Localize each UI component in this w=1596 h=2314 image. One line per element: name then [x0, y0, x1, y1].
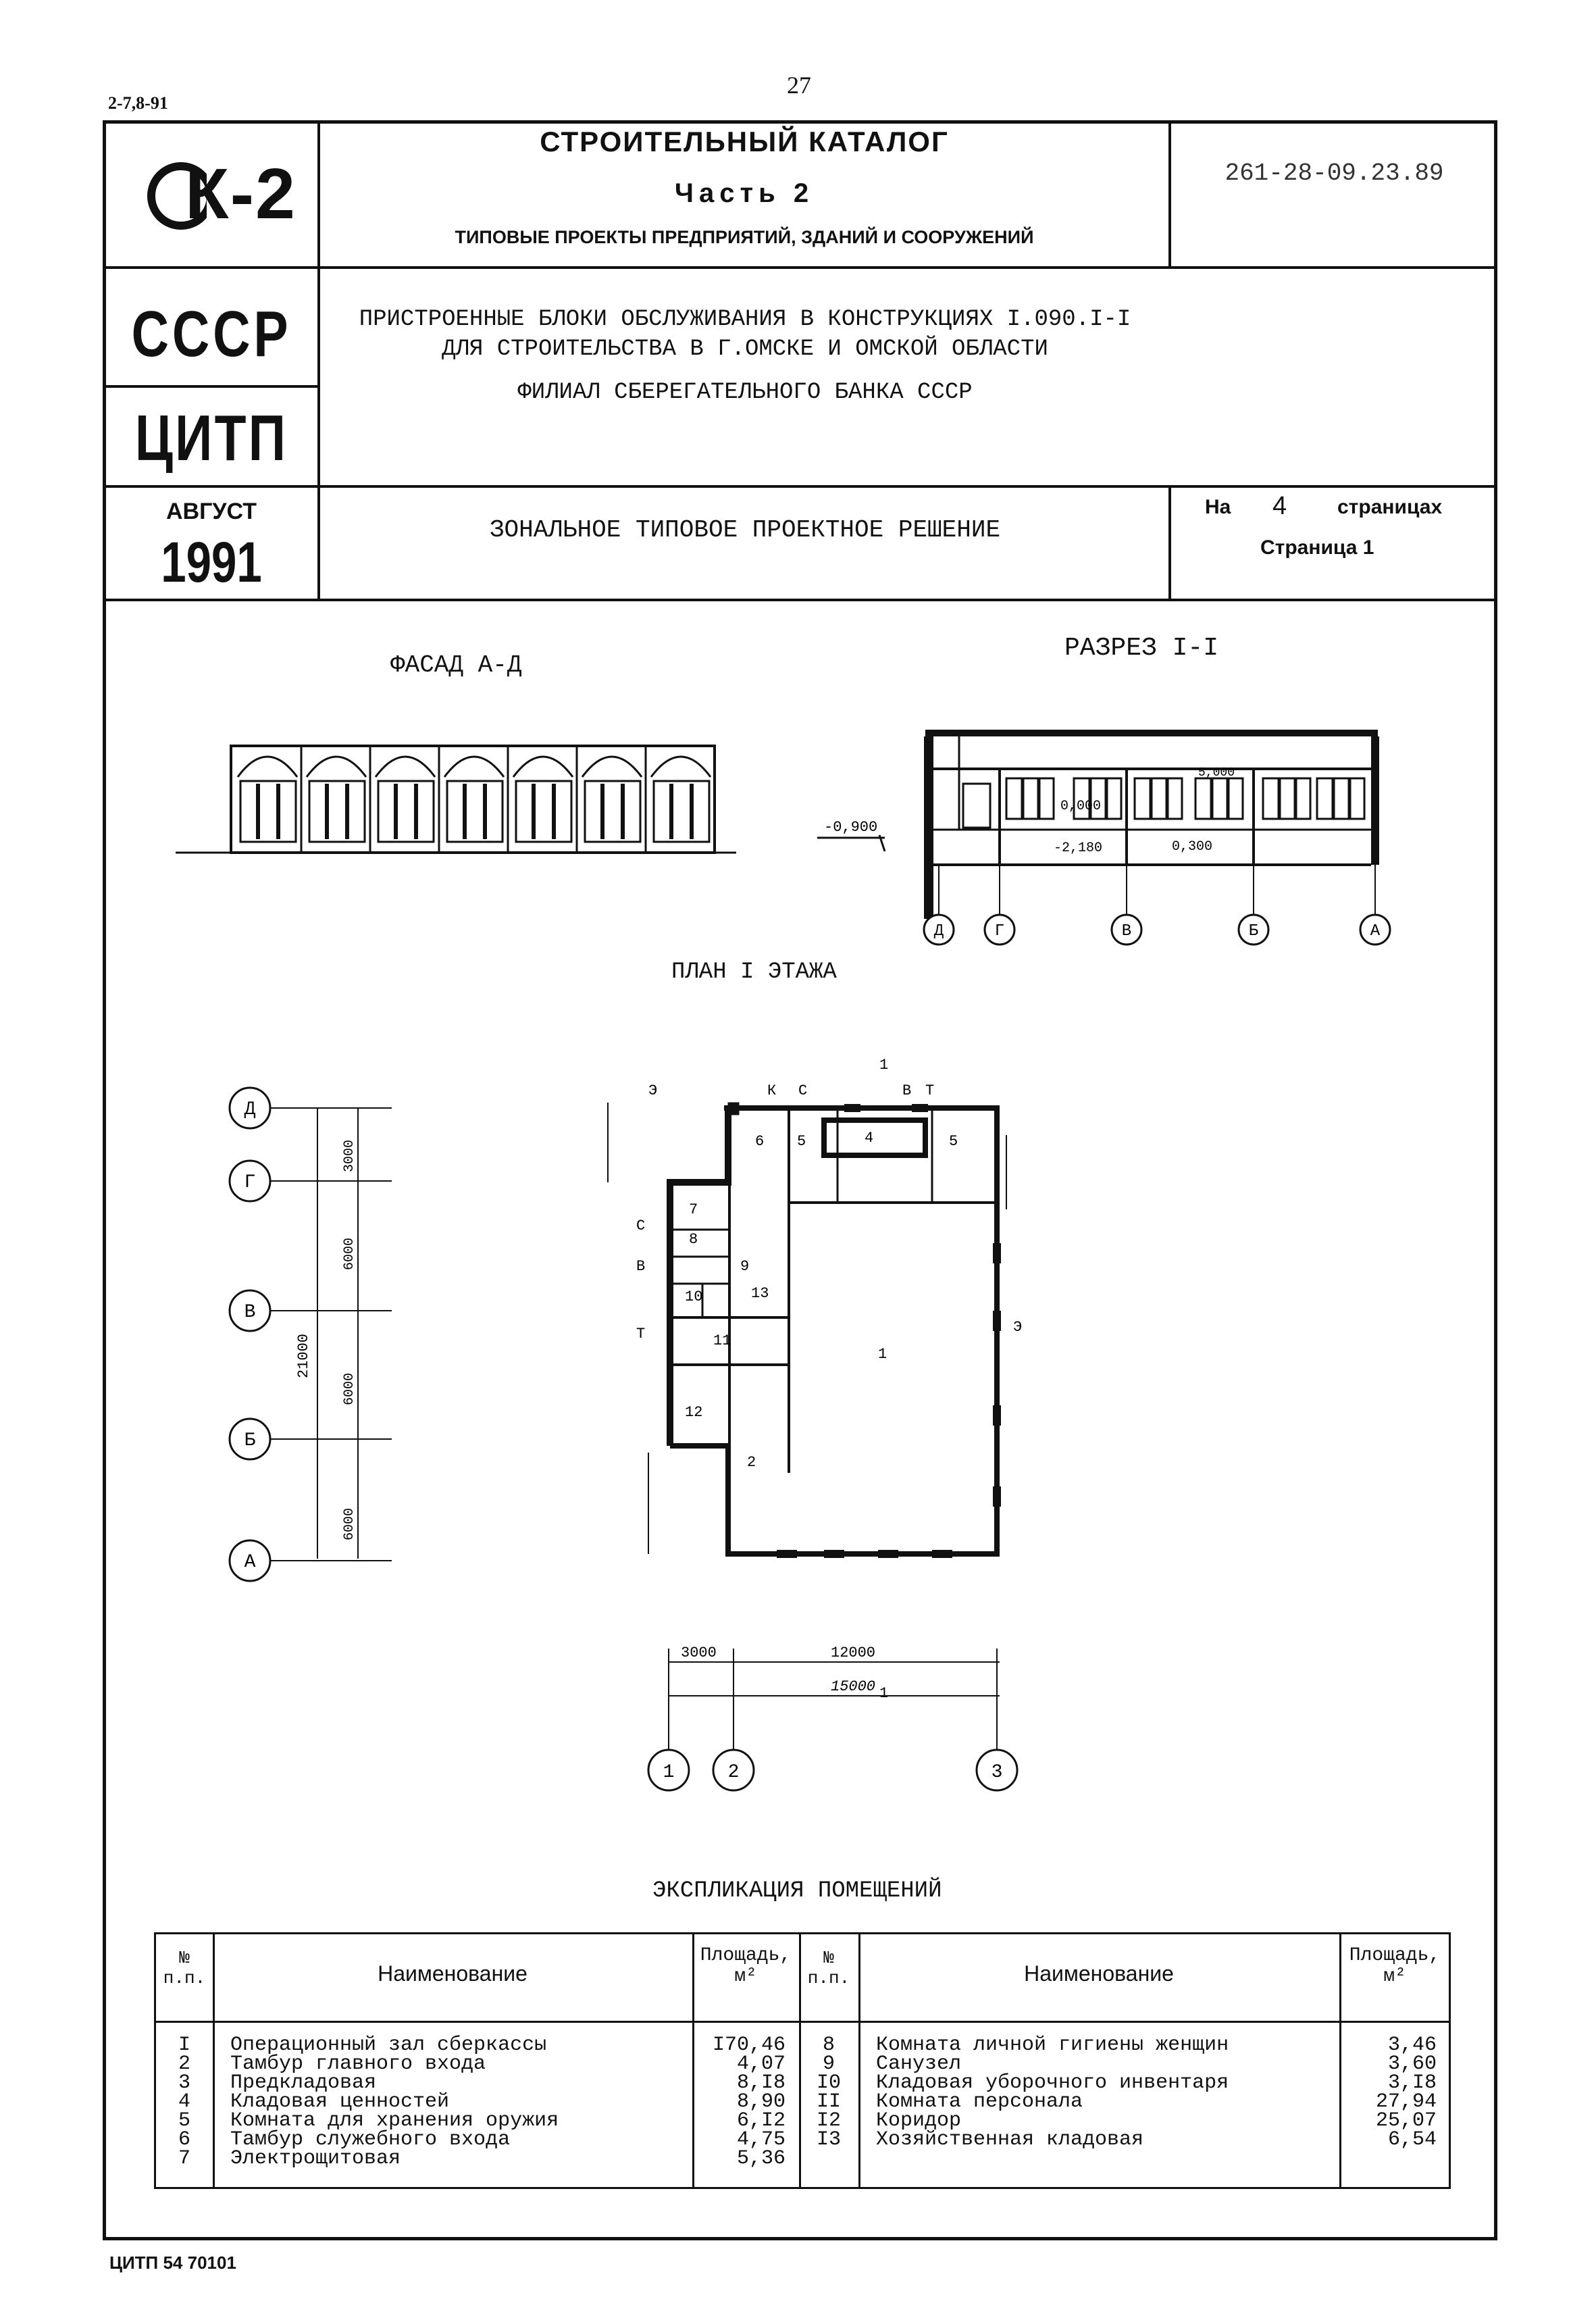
project-line-2: ДЛЯ СТРОИТЕЛЬСТВА В Г.ОМСКЕ И ОМСКОЙ ОБЛАСТИ — [442, 336, 1048, 362]
institute-label: ЦИТП — [134, 402, 288, 474]
row-number: 5 — [178, 2109, 190, 2132]
table-col — [799, 1934, 801, 2187]
header-divider-right-bottom — [1168, 485, 1171, 601]
row-name: Хозяйственная кладовая — [876, 2128, 1144, 2151]
section-window — [1317, 778, 1364, 819]
axis-label: В — [1121, 922, 1132, 940]
entry-mark: В — [902, 1082, 912, 1099]
row-number: I0 — [816, 2071, 841, 2094]
row-number: 9 — [822, 2053, 835, 2076]
table-header-rule — [156, 2021, 1449, 2023]
row-area: 4,75 — [736, 2128, 786, 2151]
row-area: 3,I8 — [1387, 2071, 1437, 2094]
page-number: 27 — [787, 72, 811, 99]
room-number: 6 — [755, 1133, 765, 1150]
level-mark: -0,900 — [824, 819, 878, 836]
entry-mark: 1 — [879, 1057, 889, 1074]
section-window — [1263, 778, 1310, 819]
axis-label: 1 — [663, 1762, 675, 1783]
floor-plan — [203, 1027, 1081, 1865]
header-name: Наименование — [1024, 1961, 1174, 1986]
row-name: Комната личной гигиены женщин — [876, 2034, 1229, 2057]
row-number: 3 — [178, 2071, 190, 2094]
country-label: СССР — [131, 298, 292, 370]
axis-label: Б — [244, 1430, 256, 1451]
plan-window — [824, 1550, 844, 1558]
axis-label: Г — [244, 1172, 256, 1193]
header-row-2a — [103, 385, 319, 388]
plan-dim: 3000 — [681, 1644, 717, 1661]
plan-window — [993, 1311, 1001, 1331]
axis-label: 3 — [991, 1762, 1003, 1783]
section-drawing — [804, 716, 1452, 959]
entry-mark: С — [798, 1082, 808, 1099]
plan-window — [844, 1104, 860, 1112]
explication-table — [154, 1932, 1451, 2189]
facade-arch — [307, 757, 366, 777]
entry-mark: Т — [925, 1082, 935, 1099]
facade-arch — [444, 757, 504, 777]
facade-title: ФАСАД А-Д — [390, 651, 522, 679]
row-area: 6,I2 — [736, 2109, 786, 2132]
row-name: Кладовая уборочного инвентаря — [876, 2071, 1229, 2094]
facade-window — [654, 781, 709, 842]
row-name: Электрощитовая — [230, 2147, 401, 2170]
room-number: 8 — [689, 1231, 698, 1248]
plan-dim: 3000 — [342, 1139, 357, 1172]
row-number: I — [178, 2034, 190, 2057]
room-number: 1 — [878, 1346, 887, 1363]
catalog-part: Часть 2 — [674, 178, 815, 208]
axis-label: В — [244, 1302, 256, 1323]
facade-window — [447, 781, 503, 842]
row-area: 3,46 — [1387, 2034, 1437, 2057]
row-number: 2 — [178, 2053, 190, 2076]
row-area: 8,I8 — [736, 2071, 786, 2094]
plan-window — [878, 1550, 898, 1558]
catalog-title: СТРОИТЕЛЬНЫЙ КАТАЛОГ — [540, 126, 949, 157]
footer-code: ЦИТП 54 70101 — [109, 2253, 236, 2273]
level-mark: -2,180 — [1054, 840, 1103, 856]
facade-drawing — [176, 730, 736, 878]
entry-mark: Э — [648, 1082, 658, 1099]
level-mark: 0,300 — [1172, 839, 1213, 855]
project-code: 261-28-09.23.89 — [1225, 159, 1444, 187]
plan-dim: 6000 — [342, 1507, 357, 1540]
level-mark: 0,000 — [1060, 799, 1102, 814]
entry-mark: В — [636, 1258, 646, 1275]
row-number: 4 — [178, 2090, 190, 2113]
room-number: 12 — [685, 1404, 703, 1421]
room-number: 7 — [689, 1201, 698, 1218]
header-row-1 — [103, 266, 1497, 269]
entry-mark: Т — [636, 1326, 646, 1342]
facade-arch — [238, 757, 297, 777]
facade-window — [309, 781, 365, 842]
room-number: 2 — [747, 1454, 756, 1471]
plan-window — [777, 1550, 797, 1558]
room-number: 11 — [713, 1332, 731, 1349]
row-name: Комната для хранения оружия — [230, 2109, 559, 2132]
plan-window — [912, 1104, 928, 1112]
header-row-3 — [103, 485, 1497, 488]
section-title: РАЗРЕЗ I-I — [1064, 634, 1219, 663]
entry-mark: К — [767, 1082, 777, 1099]
plan-dim: 12000 — [831, 1644, 876, 1661]
doc-code: 2-7,8-91 — [108, 93, 168, 113]
row-name: Операционный зал сберкассы — [230, 2034, 547, 2057]
room-number: 5 — [949, 1133, 958, 1150]
solution-type: ЗОНАЛЬНОЕ ТИПОВОЕ ПРОЕКТНОЕ РЕШЕНИЕ — [489, 516, 1001, 544]
axis-label: 2 — [727, 1762, 740, 1783]
room-number: 9 — [740, 1258, 750, 1275]
facade-window — [516, 781, 571, 842]
facade-window — [585, 781, 640, 842]
explication-title: ЭКСПЛИКАЦИЯ ПОМЕЩЕНИЙ — [652, 1878, 942, 1904]
facade-arch — [513, 757, 573, 777]
row-area: I70,46 — [712, 2034, 786, 2057]
table-col — [213, 1934, 215, 2187]
row-name: Тамбур служебного входа — [230, 2128, 511, 2151]
row-area: 5,36 — [736, 2147, 786, 2170]
plan-window — [993, 1243, 1001, 1263]
project-line-3: ФИЛИАЛ СБЕРЕГАТЕЛЬНОГО БАНКА СССР — [517, 380, 973, 405]
plan-dim: 6000 — [342, 1372, 357, 1405]
entry-mark: Э — [1013, 1319, 1023, 1336]
pages-suffix: страницах — [1337, 496, 1443, 518]
date-year: 1991 — [161, 530, 262, 594]
project-line-1: ПРИСТРОЕННЫЕ БЛОКИ ОБСЛУЖИВАНИЯ В КОНСТРУКЦИЯХ I.090.I-I — [359, 307, 1131, 332]
row-number: I2 — [816, 2109, 841, 2132]
row-name: Предкладовая — [230, 2071, 377, 2094]
room-number: 13 — [751, 1285, 769, 1302]
table-col — [1339, 1934, 1341, 2187]
header-divider-right — [1168, 120, 1171, 266]
header-num: № п.п. — [163, 1948, 206, 1988]
room-number: 10 — [685, 1288, 703, 1305]
row-area: 25,07 — [1375, 2109, 1437, 2132]
plan-window — [993, 1405, 1001, 1426]
plan-title: ПЛАН I ЭТАЖА — [671, 959, 837, 985]
row-name: Тамбур главного входа — [230, 2053, 486, 2076]
plan-total-dim: 21000 — [295, 1333, 312, 1378]
row-area: 4,07 — [736, 2053, 786, 2076]
header-area: Площадь, м² — [700, 1945, 792, 1987]
axis-label: Б — [1248, 922, 1259, 940]
header-area: Площадь, м² — [1349, 1945, 1441, 1987]
row-name: Коридор — [876, 2109, 962, 2132]
entry-mark: С — [636, 1217, 646, 1234]
pages-prefix: На — [1205, 496, 1231, 518]
header-num: № п.п. — [807, 1948, 850, 1988]
facade-arch — [651, 757, 711, 777]
axis-label: Д — [933, 922, 944, 940]
row-name: Санузел — [876, 2053, 962, 2076]
page-label: Страница 1 — [1260, 536, 1374, 559]
row-number: 8 — [822, 2034, 835, 2057]
row-number: 6 — [178, 2128, 190, 2151]
table-col — [858, 1934, 860, 2187]
row-area: 8,90 — [736, 2090, 786, 2113]
date-month: АВГУСТ — [165, 499, 257, 524]
row-name: Кладовая ценностей — [230, 2090, 450, 2113]
facade-arch — [376, 757, 435, 777]
facade-arch — [582, 757, 642, 777]
facade-window — [378, 781, 434, 842]
logo-text: К-2 — [185, 154, 297, 234]
pages-count: 4 — [1272, 492, 1287, 520]
axis-label: А — [244, 1552, 256, 1573]
section-window — [1135, 778, 1182, 819]
room-number: 4 — [865, 1130, 874, 1147]
facade-window — [240, 781, 296, 842]
row-number: I3 — [816, 2128, 841, 2151]
table-col — [692, 1934, 694, 2187]
axis-label: А — [1370, 922, 1381, 940]
catalog-subtitle: ТИПОВЫЕ ПРОЕКТЫ ПРЕДПРИЯТИЙ, ЗДАНИЙ И СООРУЖЕНИЙ — [455, 227, 1034, 247]
section-window — [1195, 778, 1243, 819]
plan-window — [932, 1550, 952, 1558]
logo — [145, 154, 297, 242]
row-area: 27,94 — [1375, 2090, 1437, 2113]
entry-mark: 1 — [879, 1685, 889, 1702]
row-number: 7 — [178, 2147, 190, 2170]
row-area: 6,54 — [1387, 2128, 1437, 2151]
plan-dim: 15000 — [831, 1678, 876, 1695]
level-mark: 5,000 — [1198, 766, 1235, 780]
plan-dim: 6000 — [342, 1237, 357, 1270]
header-name: Наименование — [378, 1961, 527, 1986]
row-name: Комната персонала — [876, 2090, 1083, 2113]
axis-label: Г — [994, 922, 1005, 940]
plan-window — [993, 1486, 1001, 1507]
room-number: 5 — [797, 1133, 806, 1150]
row-area: 3,60 — [1387, 2053, 1437, 2076]
axis-label: Д — [244, 1099, 256, 1120]
section-window — [1006, 778, 1054, 819]
row-number: II — [816, 2090, 841, 2113]
header-bottom — [103, 599, 1497, 601]
